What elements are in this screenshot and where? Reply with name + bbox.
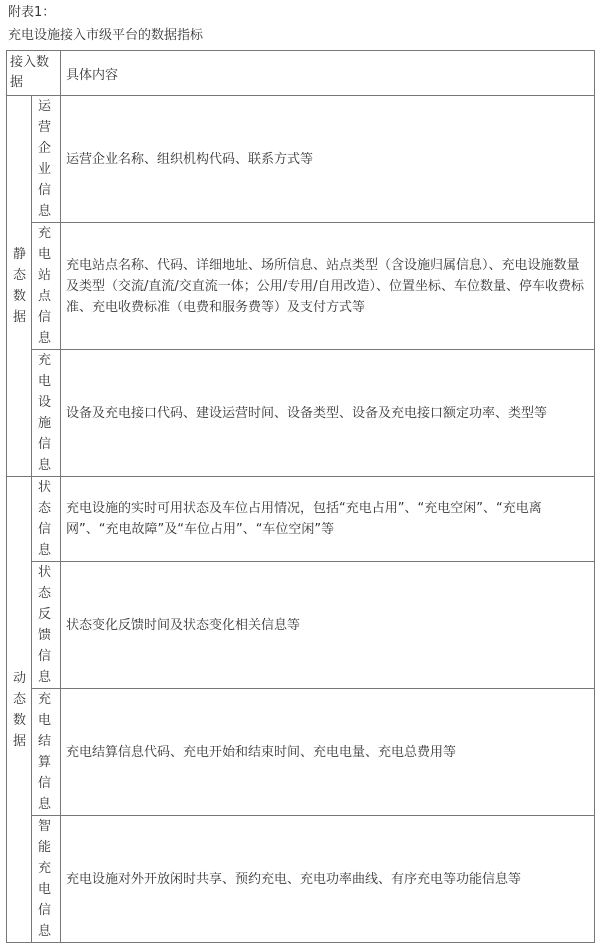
table-row xyxy=(7,477,595,562)
item-cell: 充电设施信息 xyxy=(32,350,61,477)
data-indicator-table xyxy=(6,50,595,943)
category-dynamic: 动态数据 xyxy=(7,477,32,943)
item-cell: 智能充电信息 xyxy=(32,816,61,943)
item-cell: 状态反馈信息 xyxy=(32,562,61,689)
item-cell: 充电结算信息 xyxy=(32,689,61,816)
table-header-row xyxy=(7,51,595,96)
item-cell: 运营企业信息 xyxy=(32,96,61,223)
table-row xyxy=(7,689,595,816)
header-access-data: 接入数据 xyxy=(7,51,61,96)
content-cell: 状态变化反馈时间及状态变化相关信息等 xyxy=(61,562,595,689)
content-cell: 设备及充电接口代码、建设运营时间、设备类型、设备及充电接口额定功率、类型等 xyxy=(61,350,595,477)
content-cell: 充电设施对外开放闲时共享、预约充电、充电功率曲线、有序充电等功能信息等 xyxy=(61,816,595,943)
appendix-caption: 附表1： xyxy=(8,5,56,20)
table-row xyxy=(7,816,595,943)
item-cell: 状态信息 xyxy=(32,477,61,562)
table-row xyxy=(7,223,595,350)
content-cell: 运营企业名称、组织机构代码、联系方式等 xyxy=(61,96,595,223)
table-row xyxy=(7,96,595,223)
category-static: 静态数据 xyxy=(7,96,32,477)
item-cell: 充电站点信息 xyxy=(32,223,61,350)
content-cell: 充电站点名称、代码、详细地址、场所信息、站点类型（含设施归属信息）、充电设施数量及类型（交流/直流/交直流一体；公用/专用/自用改造）、位置坐标、车位数量、停车收费标准、充电收费标准（电费和服务费等）及支付方式等 xyxy=(61,223,595,350)
content-cell: 充电设施的实时可用状态及车位占用情况，包括“充电占用”、“充电空闲”、“充电离网”、“充电故障”及“车位占用”、“车位空闲”等 xyxy=(61,477,595,562)
table-title: 充电设施接入市级平台的数据指标 xyxy=(8,28,204,43)
content-cell: 充电结算信息代码、充电开始和结束时间、充电电量、充电总费用等 xyxy=(61,689,595,816)
table-row xyxy=(7,350,595,477)
table-row xyxy=(7,562,595,689)
header-content: 具体内容 xyxy=(61,51,595,96)
